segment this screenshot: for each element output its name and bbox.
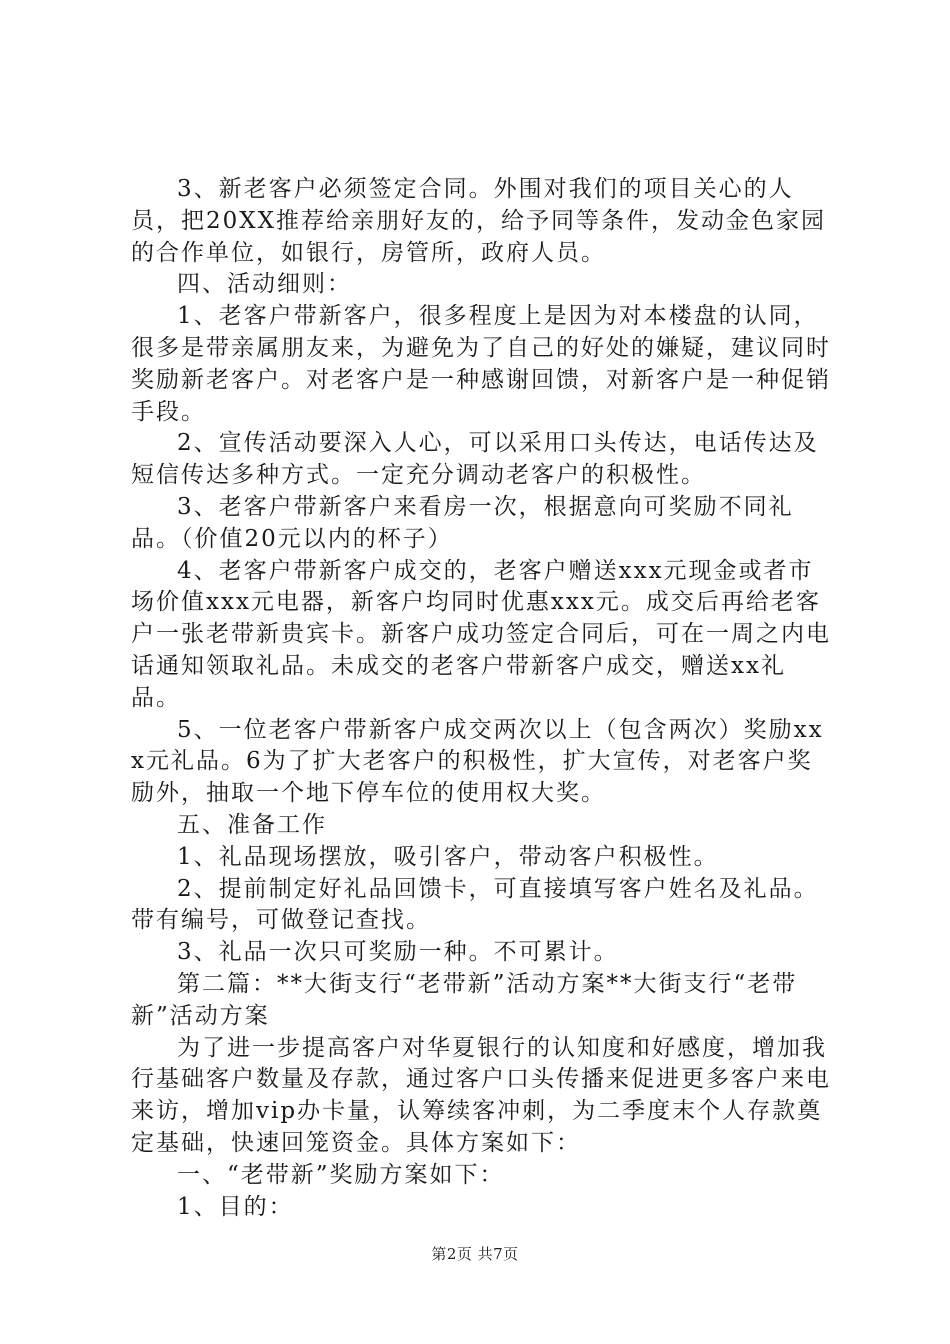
- paragraph: 3、新老客户必须签定合同。外围对我们的项目关心的人员，把20XX推荐给亲朋好友的，给予同等条件，发动金色家园的合作单位，如银行，房管所，政府人员。: [131, 176, 827, 266]
- paragraph: 1、目的：: [177, 1193, 294, 1220]
- paragraph: 2、宣传活动要深入人心，可以采用口头传达，电话传达及短信传达多种方式。一定充分调动老客户的积极性。: [131, 430, 819, 489]
- paragraph: 3、礼品一次只可奖励一种。不可累计。: [177, 939, 619, 966]
- section-heading: 一、“老带新”奖励方案如下：: [177, 1161, 505, 1188]
- paragraph: 2、提前制定好礼品回馈卡，可直接填写客户姓名及礼品。带有编号，可做登记查找。: [131, 875, 819, 934]
- paragraph: 1、礼品现场摆放，吸引客户，带动客户积极性。: [177, 843, 719, 870]
- paragraph: 为了进一步提高客户对华夏银行的认知度和好感度，增加我行基础客户数量及存款，通过客户口头传播来促进更多客户来电来访，增加vip办卡量，认筹续客冲刺，为二季度末个人存款奠定基础，快速回笼资金。具体方案如下：: [131, 1034, 831, 1156]
- section-heading: 五、准备工作: [177, 811, 327, 838]
- paragraph: 1、老客户带新客户，很多程度上是因为对本楼盘的认同，很多是带亲属朋友来，为避免为了自己的好处的嫌疑，建议同时奖励新老客户。对老客户是一种感谢回馈，对新客户是一种促销手段。: [131, 303, 831, 425]
- paragraph: 5、一位老客户带新客户成交两次以上（包含两次）奖励xxx元礼品。6为了扩大老客户的积极性，扩大宣传，对老客户奖励外，抽取一个地下停车位的使用权大奖。: [131, 716, 824, 807]
- paragraph: 4、老客户带新客户成交的，老客户赠送xxx元现金或者市场价值xxx元电器，新客户均同时优惠xxx元。成交后再给老客户一张老带新贵宾卡。新客户成功签定合同后，可在一周之内电话通知领取礼品。未成交的老客户带新客户成交，赠送xx礼品。: [131, 557, 831, 711]
- chapter-title: 第二篇：**大街支行“老带新”活动方案**大街支行“老带新”活动方案: [131, 970, 798, 1029]
- paragraph: 3、老客户带新客户来看房一次，根据意向可奖励不同礼品。（价值20元以内的杯子）: [131, 493, 794, 552]
- page-number: 第2页 共7页: [431, 1245, 519, 1263]
- section-heading: 四、活动细则：: [177, 271, 352, 298]
- document-body: [131, 174, 831, 1223]
